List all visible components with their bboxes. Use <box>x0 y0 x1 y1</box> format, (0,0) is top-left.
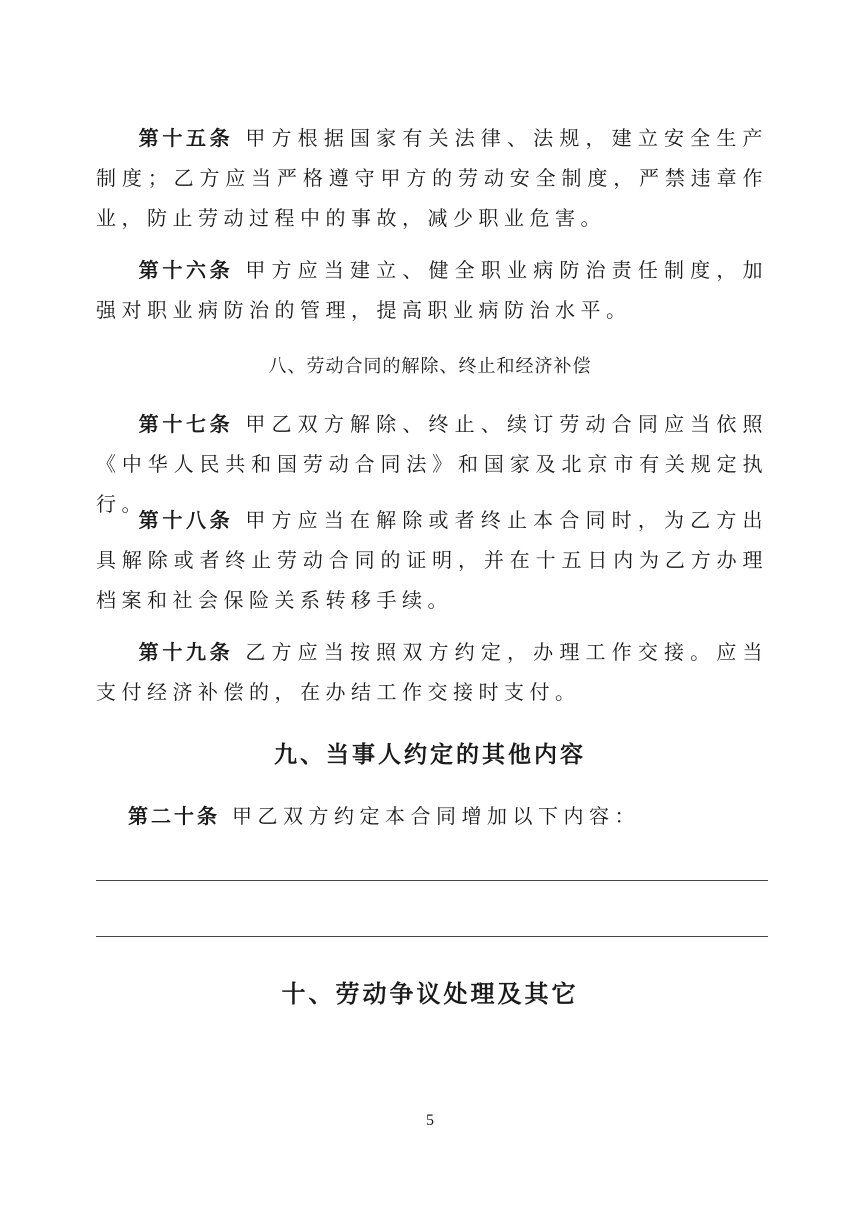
article-label: 第十七条 <box>138 412 234 436</box>
article-18 <box>96 500 768 620</box>
article-text: 乙方应当按照双方约定，办理工作交接。应当支付经济补偿的，在办结工作交接时支付。 <box>96 640 769 704</box>
article-text: 甲方应当建立、健全职业病防治责任制度，加强对职业病防治的管理，提高职业病防治水平。 <box>96 258 769 322</box>
section-10-heading: 十、劳动争议处理及其它 <box>281 980 579 1008</box>
article-16 <box>96 250 768 330</box>
article-label: 第十八条 <box>138 508 234 532</box>
article-15 <box>96 118 768 238</box>
article-label: 第十九条 <box>138 640 234 664</box>
article-text: 甲方根据国家有关法律、法规，建立安全生产制度；乙方应当严格遵守甲方的劳动安全制度，严禁违章作业，防止劳动过程中的事故，减少职业危害。 <box>96 126 769 230</box>
section-9-heading: 九、当事人约定的其他内容 <box>274 742 586 768</box>
blank-fill-line <box>96 880 768 881</box>
article-label: 第十五条 <box>138 126 234 150</box>
article-text: 甲乙双方解除、终止、续订劳动合同应当依照《中华人民共和国劳动合同法》和国家及北京市有关规定执行。 <box>96 412 769 516</box>
section-8-heading: 八、劳动合同的解除、终止和经济补偿 <box>268 356 592 377</box>
article-text: 甲方应当在解除或者终止本合同时，为乙方出具解除或者终止劳动合同的证明，并在十五日内为乙方办理档案和社会保险关系转移手续。 <box>96 508 769 612</box>
article-20 <box>128 796 768 836</box>
article-label: 第十六条 <box>138 258 234 282</box>
blank-fill-line <box>96 936 768 937</box>
article-19 <box>96 632 768 712</box>
article-label: 第二十条 <box>128 804 220 828</box>
page-number: 5 <box>426 1112 434 1129</box>
article-text: 甲乙双方约定本合同增加以下内容： <box>232 804 640 828</box>
